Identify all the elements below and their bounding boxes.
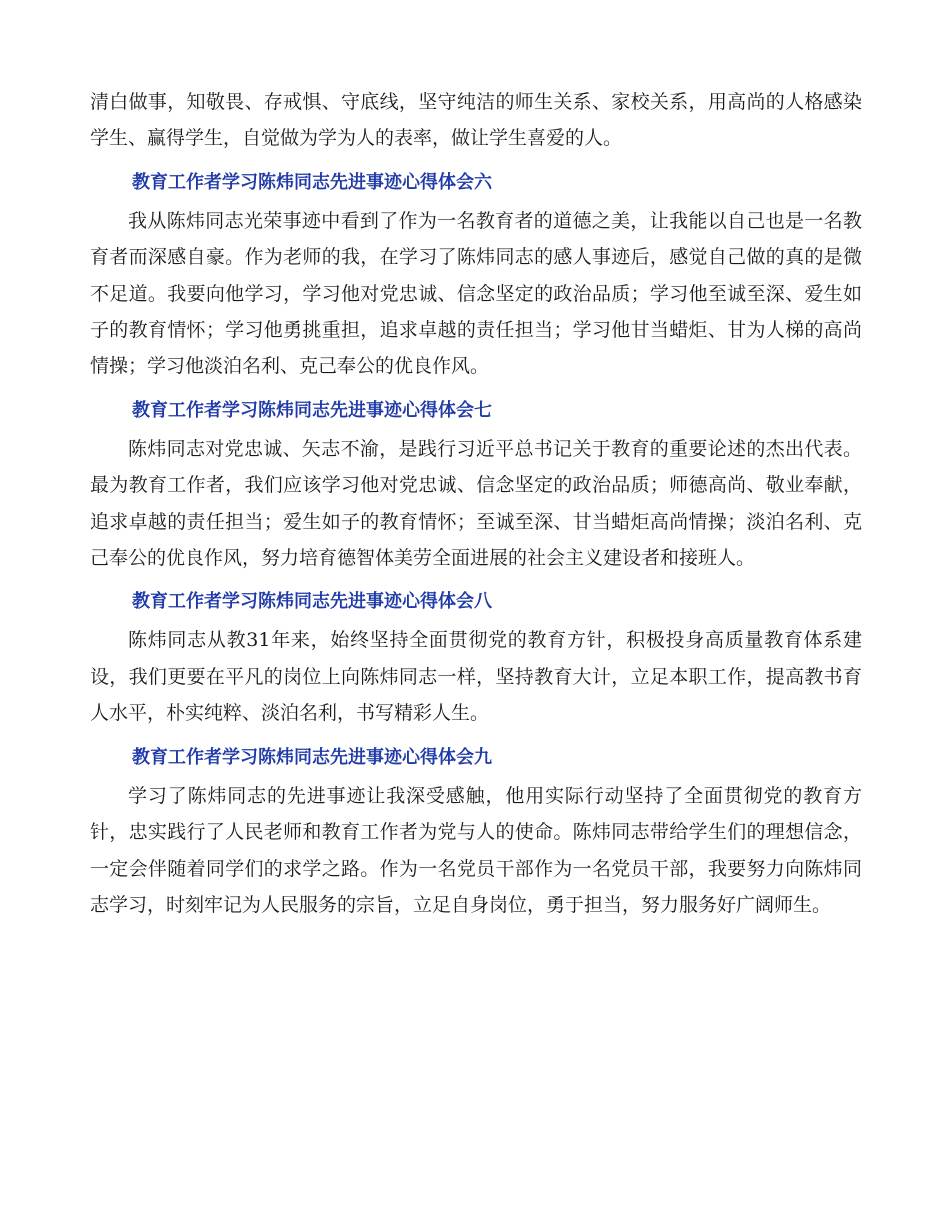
section-heading-6: 教育工作者学习陈炜同志先进事迹心得体会六 [132, 171, 492, 193]
section-body-9: 学习了陈炜同志的先进事迹让我深受感触，他用实际行动坚持了全面贯彻党的教育方针，忠实践行了人民老师和教育工作者为党与人的使命。陈炜同志带给学生们的理想信念，一定会伴随着同学们的求学之路。作为一名党员干部作为一名党员干部，我要努力向陈炜同志学习，时刻牢记为人民服务的宗旨，立足自身岗位，勇于担当，努力服务好广阔师生。 [90, 784, 862, 916]
section-body-6: 我从陈炜同志光荣事迹中看到了作为一名教育者的道德之美，让我能以自己也是一名教育者而深感自豪。作为老师的我，在学习了陈炜同志的感人事迹后，感觉自己做的真的是微不足道。我要向他学习，学习他对党忠诚、信念坚定的政治品质；学习他至诚至深、爱生如子的教育情怀；学习他勇挑重担，追求卓越的责任担当；学习他甘当蜡炬、甘为人梯的高尚情操；学习他淡泊名利、克己奉公的优良作风。 [90, 209, 862, 378]
document-content [90, 84, 862, 923]
section-heading-9: 教育工作者学习陈炜同志先进事迹心得体会九 [132, 746, 492, 768]
intro-paragraph: 清白做事，知敬畏、存戒惧、守底线，坚守纯洁的师生关系、家校关系，用高尚的人格感染学生、赢得学生，自觉做为学为人的表率，做让学生喜爱的人。 [90, 91, 862, 150]
section-body-8: 陈炜同志从教31年来，始终坚持全面贯彻党的教育方针，积极投身高质量教育体系建设，我们更要在平凡的岗位上向陈炜同志一样，坚持教育大计，立足本职工作，提高教书育人水平，朴实纯粹、淡泊名利，书写精彩人生。 [90, 629, 862, 725]
section-heading-7: 教育工作者学习陈炜同志先进事迹心得体会七 [132, 399, 492, 421]
section-body-7: 陈炜同志对党忠诚、矢志不渝，是践行习近平总书记关于教育的重要论述的杰出代表。最为教育工作者，我们应该学习他对党忠诚、信念坚定的政治品质；师德高尚、敬业奉献，追求卓越的责任担当；爱生如子的教育情怀；至诚至深、甘当蜡炬高尚情操；淡泊名利、克己奉公的优良作风，努力培育德智体美劳全面进展的社会主义建设者和接班人。 [90, 437, 862, 570]
section-heading-8: 教育工作者学习陈炜同志先进事迹心得体会八 [132, 591, 492, 613]
